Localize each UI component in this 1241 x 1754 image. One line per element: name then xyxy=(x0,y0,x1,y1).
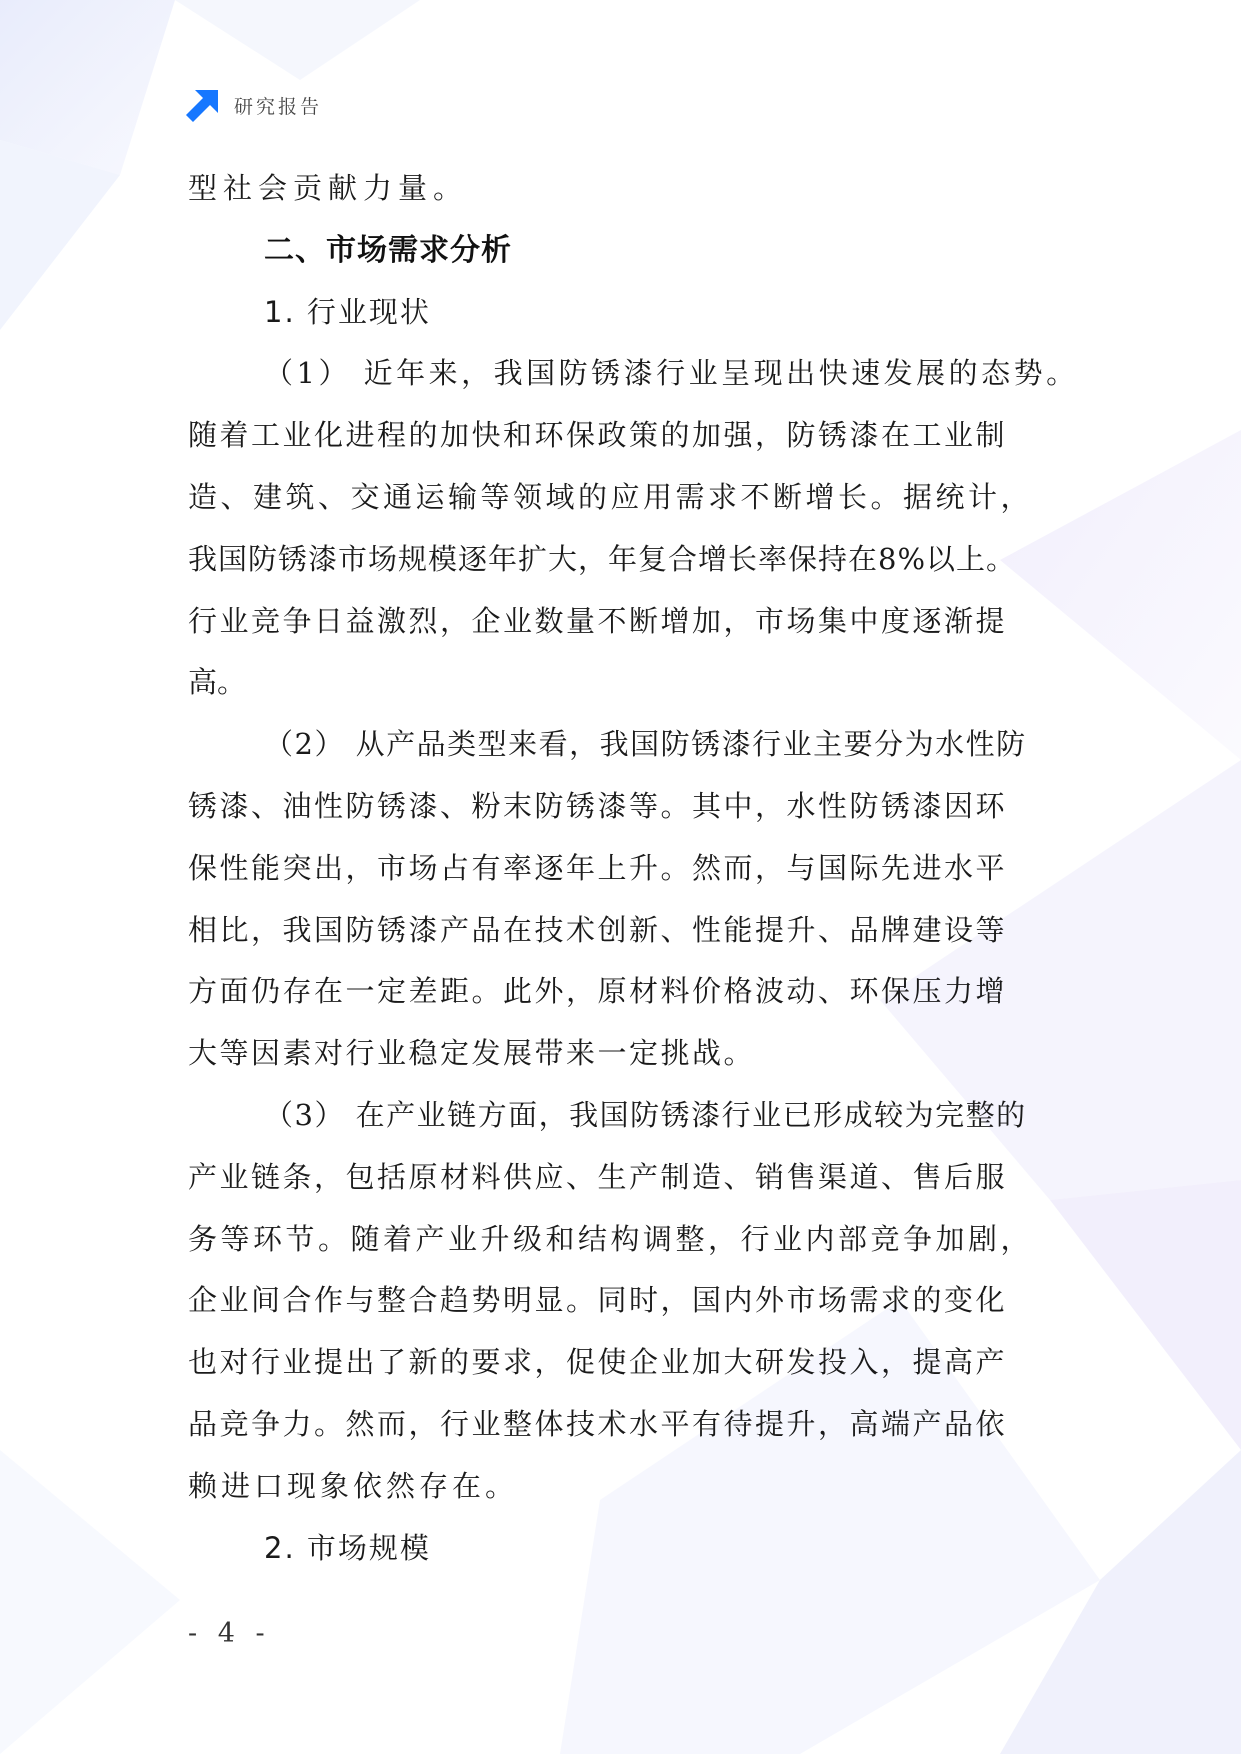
paragraph-line: 型社会贡献力量。 xyxy=(188,171,469,205)
paragraph-line: 产业链条，包括原材料供应、生产制造、销售渠道、售后服 xyxy=(188,1159,1008,1194)
paragraph-line: 也对行业提出了新的要求，促使企业加大研发投入，提高产 xyxy=(188,1345,1008,1380)
paragraph-line: 企业间合作与整合趋势明显。同时，国内外市场需求的变化 xyxy=(188,1283,1008,1318)
paragraph-line: 品竞争力。然而，行业整体技术水平有待提升，高端产品依 xyxy=(188,1406,1008,1441)
paragraph-line: 造、建筑、交通运输等领域的应用需求不断增长。据统计， xyxy=(188,479,1034,514)
section-heading: 二、市场需求分析 xyxy=(264,232,512,268)
paragraph-line: 高。 xyxy=(188,665,247,700)
paragraph-line: 行业竞争日益激烈，企业数量不断增加，市场集中度逐渐提 xyxy=(188,603,1008,638)
paragraph-line: 锈漆、油性防锈漆、粉末防锈漆等。其中，水性防锈漆因环 xyxy=(188,788,1008,823)
brand-title: 研究报告 xyxy=(234,95,323,118)
paragraph-line: 保性能突出，市场占有率逐年上升。然而，与国际先进水平 xyxy=(188,850,1008,885)
page-number: - 4 - xyxy=(188,1618,271,1649)
paragraph-line: 相比，我国防锈漆产品在技术创新、性能提升、品牌建设等 xyxy=(188,912,1008,947)
arrow-up-right-icon xyxy=(186,88,220,122)
paragraph-line: 随着工业化进程的加快和环保政策的加强，防锈漆在工业制 xyxy=(188,418,1008,453)
paragraph-line: 赖进口现象依然存在。 xyxy=(188,1468,519,1503)
paragraph-line: （2） 从产品类型来看，我国防锈漆行业主要分为水性防 xyxy=(264,727,1027,762)
document-body xyxy=(188,158,1079,1579)
subsection-heading: 1. 行业现状 xyxy=(264,294,431,329)
paragraph-line: 我国防锈漆市场规模逐年扩大，年复合增长率保持在8%以上。 xyxy=(188,541,1017,576)
subsection-heading: 2. 市场规模 xyxy=(264,1530,431,1565)
paragraph-line: （3） 在产业链方面，我国防锈漆行业已形成较为完整的 xyxy=(264,1097,1027,1132)
page-header xyxy=(186,88,322,122)
paragraph-line: 方面仍存在一定差距。此外，原材料价格波动、环保压力增 xyxy=(188,974,1008,1009)
paragraph-line: 大等因素对行业稳定发展带来一定挑战。 xyxy=(188,1036,756,1071)
paragraph-line: （1） 近年来，我国防锈漆行业呈现出快速发展的态势。 xyxy=(264,356,1079,391)
paragraph-line: 务等环节。随着产业升级和结构调整，行业内部竞争加剧， xyxy=(188,1221,1034,1256)
